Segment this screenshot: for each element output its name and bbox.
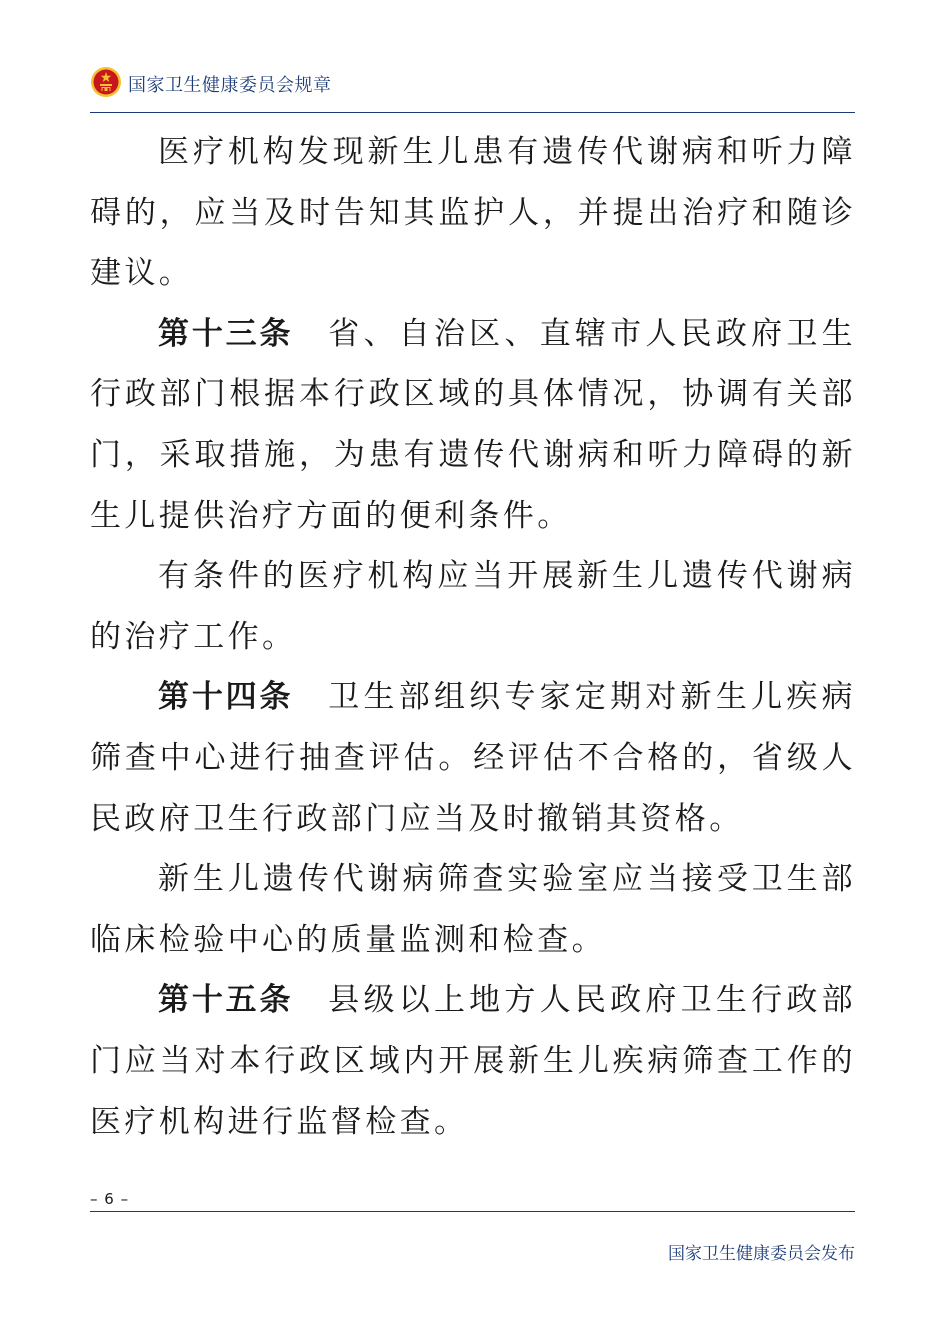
article-15 xyxy=(90,970,856,1152)
header-divider xyxy=(90,112,855,113)
national-emblem-icon xyxy=(90,66,122,98)
page-number: – 6 – xyxy=(90,1190,130,1208)
paragraph-3 xyxy=(90,546,856,667)
paragraph-text: 省、自治区、直辖市人民政府卫生行政部门根据本行政区域的具体情况，协调有关部门，采取措施，为患有遗传代谢病和听力障碍的新生儿提供治疗方面的便利条件。 xyxy=(90,315,857,534)
article-number: 第十五条 xyxy=(158,982,294,1019)
article-number: 第十三条 xyxy=(158,315,294,352)
article-14 xyxy=(90,667,856,849)
article-number: 第十四条 xyxy=(158,679,294,716)
footer-divider xyxy=(90,1211,855,1212)
paragraph-text: 新生儿遗传代谢病筛查实验室应当接受卫生部临床检验中心的质量监测和检查。 xyxy=(90,861,856,958)
page-header xyxy=(90,62,855,110)
paragraph-5 xyxy=(90,849,856,970)
paragraph-text: 县级以上地方人民政府卫生行政部门应当对本行政区域内开展新生儿疾病筛查工作的医疗机构进行监督检查。 xyxy=(90,982,857,1140)
article-13 xyxy=(90,304,856,546)
paragraph-text: 卫生部组织专家定期对新生儿疾病筛查中心进行抽查评估。经评估不合格的，省级人民政府卫生行政部门应当及时撤销其资格。 xyxy=(90,679,857,837)
paragraph-1 xyxy=(90,122,856,304)
paragraph-text: 医疗机构发现新生儿患有遗传代谢病和听力障碍的，应当及时告知其监护人，并提出治疗和随诊建议。 xyxy=(90,134,856,292)
publisher-label: 国家卫生健康委员会发布 xyxy=(668,1244,855,1264)
header-title: 国家卫生健康委员会规章 xyxy=(128,75,332,96)
paragraph-text: 有条件的医疗机构应当开展新生儿遗传代谢病的治疗工作。 xyxy=(90,558,856,655)
document-body xyxy=(90,122,856,1152)
